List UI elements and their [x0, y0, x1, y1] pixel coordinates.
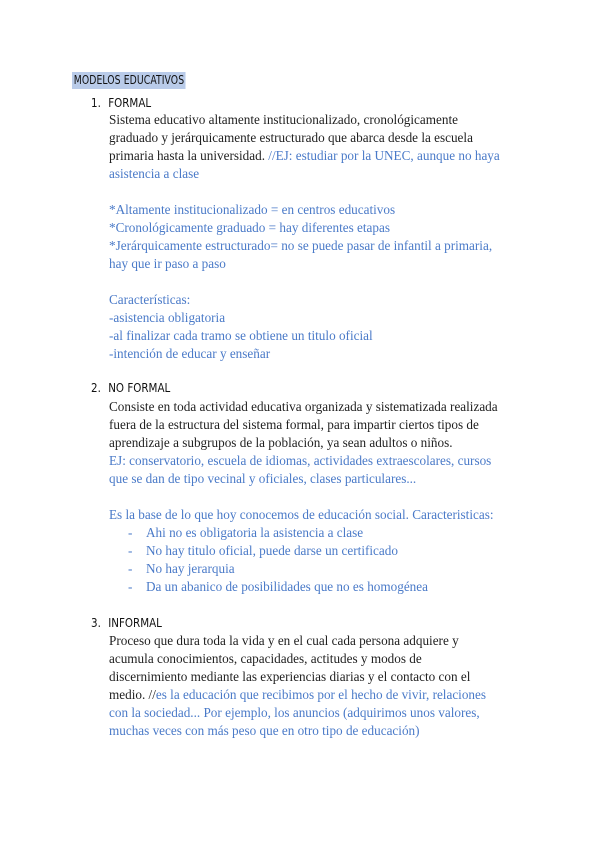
feature-item: -intención de educar y enseñar [109, 346, 271, 361]
list-item-text: Ahi no es obligatoria la asistencia a clase [146, 525, 364, 540]
example-note: es la educación que recibimos por el hecho de vivir, relaciones [155, 687, 487, 702]
section-heading-informal [91, 615, 162, 632]
note-line: *Cronológicamente graduado = hay diferentes etapas [109, 220, 390, 235]
features-title: Características: [109, 292, 191, 307]
document-title: MODELOS EDUCATIVOS [73, 73, 185, 87]
list-item [128, 524, 428, 542]
example-note: asistencia a clase [109, 166, 200, 181]
paragraph-line [109, 147, 549, 165]
section-number: 1. [91, 96, 101, 110]
section-no-formal-body [109, 398, 549, 524]
list-item [128, 542, 428, 560]
feature-item: -al finalizar cada tramo se obtiene un titulo oficial [109, 328, 373, 343]
paragraph-line: acumula conocimientos, capacidades, actitudes y modos de [109, 651, 422, 666]
paragraph-line: fuera de la estructura del sistema formal, para impartir ciertos tipos de [109, 417, 479, 432]
blank-line [109, 273, 549, 291]
section-formal-body [109, 111, 549, 363]
section-heading-formal [91, 95, 151, 112]
example-note: muchas veces con más peso que en otro tipo de educación) [109, 723, 420, 738]
section-title: FORMAL [108, 96, 152, 110]
section-title: NO FORMAL [108, 381, 171, 395]
section-title: INFORMAL [108, 616, 162, 630]
section-informal-body [109, 632, 549, 740]
dash-bullet: - [128, 525, 133, 540]
note-line: *Jerárquicamente estructurado= no se puede pasar de infantil a primaria, [109, 238, 493, 253]
example-note: que se dan de tipo vecinal y oficiales, clases particulares... [109, 471, 417, 486]
paragraph-line: discernimiento mediante las experiencias diarias y el contacto con el [109, 669, 471, 684]
example-note: EJ: conservatorio, escuela de idiomas, actividades extraescolares, cursos [109, 453, 492, 468]
example-note: con la sociedad... Por ejemplo, los anuncios (adquirimos unos valores, [109, 705, 480, 720]
section-number: 3. [91, 616, 101, 630]
no-formal-characteristics-list [128, 524, 428, 596]
paragraph-line: aprendizaje a subgrupos de la población, ya sean adultos o niños. [109, 435, 453, 450]
list-item [128, 560, 428, 578]
dash-bullet: - [128, 561, 133, 576]
blank-line [109, 488, 549, 506]
example-note: //EJ: estudiar por la UNEC, aunque no haya [268, 148, 500, 163]
paragraph-line: Sistema educativo altamente institucionalizado, cronológicamente [109, 112, 458, 127]
dash-bullet: - [128, 579, 133, 594]
list-item-text: No hay jerarquia [146, 561, 235, 576]
paragraph-text: primaria hasta la universidad. [109, 148, 269, 163]
note-line: hay que ir paso a paso [109, 256, 226, 271]
paragraph-line: graduado y jerárquicamente estructurado que abarca desde la escuela [109, 130, 473, 145]
paragraph-line: Consiste en toda actividad educativa organizada y sistematizada realizada [109, 399, 498, 414]
list-item [128, 578, 428, 596]
paragraph-line: Proceso que dura toda la vida y en el cual cada persona adquiere y [109, 633, 459, 648]
section-number: 2. [91, 381, 101, 395]
section-heading-no-formal [91, 380, 170, 397]
paragraph-line [109, 686, 549, 704]
list-item-text: Da un abanico de posibilidades que no es homogénea [146, 579, 428, 594]
base-line: Es la base de lo que hoy conocemos de educación social. Caracteristicas: [109, 507, 494, 522]
dash-bullet: - [128, 543, 133, 558]
feature-item: -asistencia obligatoria [109, 310, 226, 325]
list-item-text: No hay titulo oficial, puede darse un certificado [146, 543, 398, 558]
blank-line [109, 183, 549, 201]
note-line: *Altamente institucionalizado = en centros educativos [109, 202, 396, 217]
paragraph-text: medio. // [109, 687, 156, 702]
